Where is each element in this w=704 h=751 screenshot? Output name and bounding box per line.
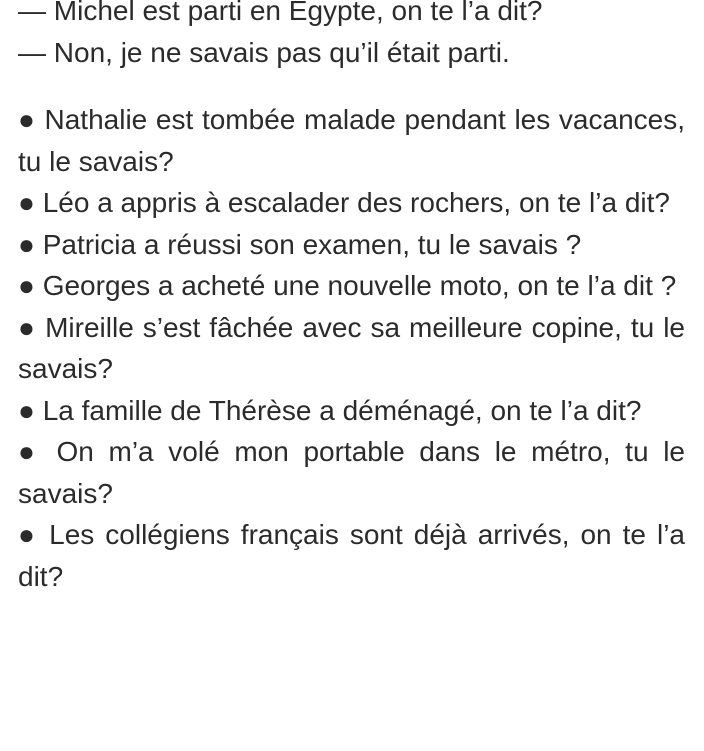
exercise-item: ● Georges a acheté une nouvelle moto, on te l’a dit ? — [18, 270, 677, 301]
section-spacer — [18, 73, 685, 99]
exercise-list — [18, 99, 685, 597]
dialogue-question: — Michel est parti en Egypte, on te l’a dit? — [18, 0, 543, 26]
exercise-item: ● Les collégiens français sont déjà arrivés, on te l’a dit? — [18, 519, 685, 592]
exercise-item: ● Mireille s’est fâchée avec sa meilleure copine, tu le savais? — [18, 311, 685, 384]
exercise-item: ● On m’a volé mon portable dans le métro, tu le savais? — [18, 436, 685, 509]
document-page — [18, 0, 685, 597]
example-dialogue — [18, 0, 685, 73]
exercise-item: ● Patricia a réussi son examen, tu le savais ? — [18, 228, 582, 260]
dialogue-answer: — Non, je ne savais pas qu’il était parti. — [18, 36, 510, 68]
exercise-item: ● Nathalie est tombée malade pendant les vacances, tu le savais? — [18, 104, 685, 177]
exercise-item: ● La famille de Thérèse a déménagé, on te l’a dit? — [18, 394, 642, 426]
exercise-item: ● Léo a appris à escalader des rochers, on te l’a dit? — [18, 187, 670, 218]
